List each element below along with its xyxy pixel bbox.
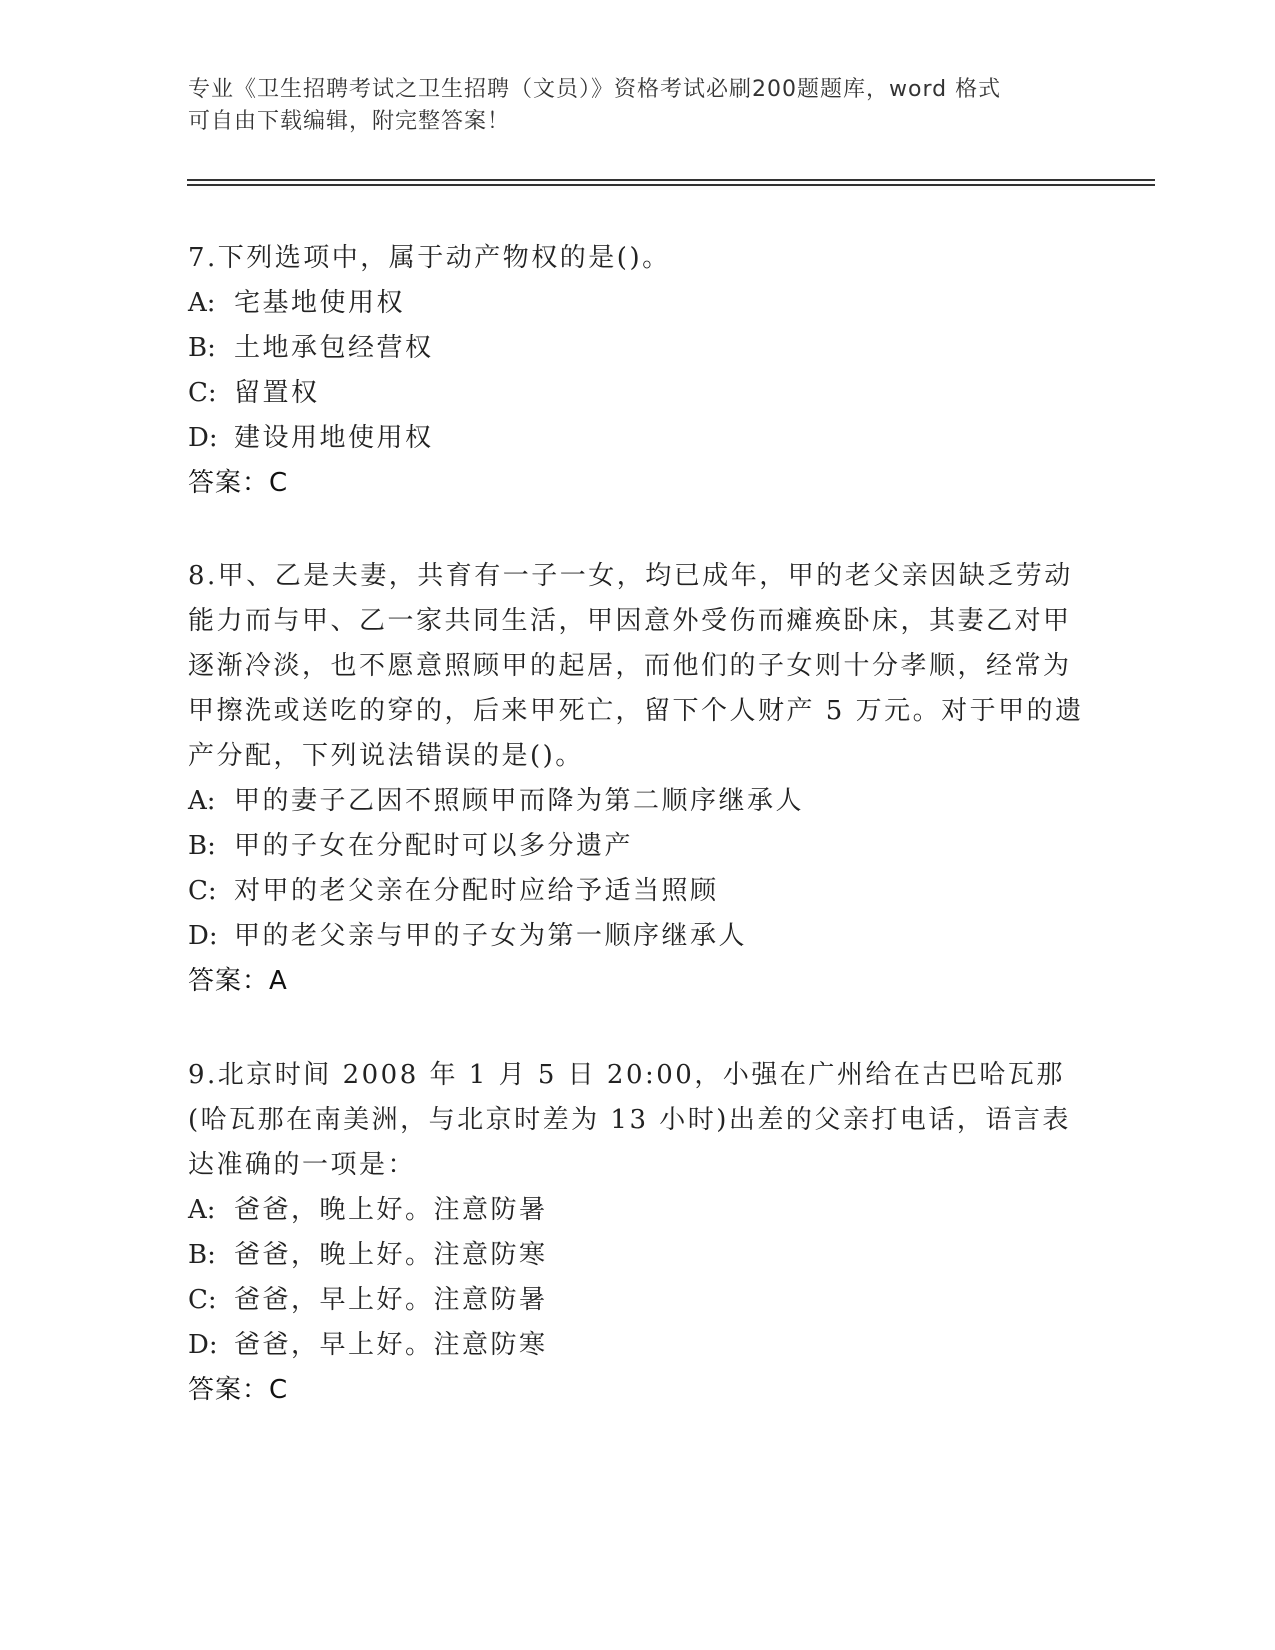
option-key: A: — [188, 786, 216, 816]
option-key: B: — [188, 831, 216, 861]
option-d — [188, 914, 1088, 959]
option-key: D: — [188, 921, 218, 951]
option-b — [188, 326, 1088, 371]
option-b — [188, 824, 1088, 869]
option-text: 爸爸，早上好。注意防暑 — [234, 1285, 548, 1315]
question-8 — [188, 554, 1088, 1004]
option-text: 爸爸，晚上好。注意防暑 — [234, 1195, 548, 1225]
option-text: 甲的妻子乙因不照顾甲而降为第二顺序继承人 — [234, 786, 805, 816]
option-text: 爸爸，晚上好。注意防寒 — [234, 1240, 548, 1270]
option-key: C: — [188, 1285, 217, 1315]
option-key: C: — [188, 378, 217, 408]
option-b — [188, 1233, 1088, 1278]
answer-line: 答案：C — [188, 468, 289, 498]
option-a — [188, 281, 1088, 326]
question-stem: 7.下列选项中，属于动产物权的是()。 — [188, 243, 671, 273]
option-text: 甲的老父亲与甲的子女为第一顺序继承人 — [234, 921, 748, 951]
question-stem: 8.甲、乙是夫妻，共育有一子一女，均已成年，甲的老父亲因缺乏劳动能力而与甲、乙一家共同生活，甲因意外受伤而瘫痪卧床，其妻乙对甲逐渐冷淡，也不愿意照顾甲的起居，而他们的子女则十分孝顺，经常为甲擦洗或送吃的穿的，后来甲死亡，留下个人财产 5 万元。对于甲的遗产分配，下列说法错误的是()。 — [188, 561, 1084, 771]
option-text: 爸爸，早上好。注意防寒 — [234, 1330, 548, 1360]
option-text: 土地承包经营权 — [234, 333, 434, 363]
option-c — [188, 1278, 1088, 1323]
option-a — [188, 779, 1088, 824]
option-c — [188, 869, 1088, 914]
question-7 — [188, 236, 1088, 506]
question-stem: 9.北京时间 2008 年 1 月 5 日 20:00，小强在广州给在古巴哈瓦那(哈瓦那在南美洲，与北京时差为 13 小时)出差的父亲打电话，语言表达准确的一项是： — [188, 1060, 1071, 1180]
option-key: A: — [188, 1195, 216, 1225]
answer-line: 答案：A — [188, 966, 288, 996]
option-key: D: — [188, 1330, 218, 1360]
option-key: B: — [188, 1240, 216, 1270]
option-list — [188, 779, 1088, 959]
option-text: 宅基地使用权 — [234, 288, 406, 318]
option-d — [188, 1323, 1088, 1368]
option-text: 对甲的老父亲在分配时应给予适当照顾 — [234, 876, 719, 906]
header-divider-bottom — [187, 184, 1155, 186]
option-key: B: — [188, 333, 216, 363]
option-list — [188, 281, 1088, 461]
document-header — [188, 74, 1068, 138]
option-a — [188, 1188, 1088, 1233]
header-line-2: 可自由下载编辑，附完整答案！ — [188, 109, 511, 134]
option-text: 留置权 — [234, 378, 320, 408]
option-d — [188, 416, 1088, 461]
header-divider-top — [187, 179, 1155, 181]
option-text: 甲的子女在分配时可以多分遗产 — [234, 831, 634, 861]
option-key: D: — [188, 423, 218, 453]
answer-line: 答案：C — [188, 1375, 289, 1405]
option-list — [188, 1188, 1088, 1368]
option-key: C: — [188, 876, 217, 906]
question-9 — [188, 1053, 1088, 1413]
option-c — [188, 371, 1088, 416]
header-line-1: 专业《卫生招聘考试之卫生招聘（文员）》资格考试必刷200题题库，word 格式 — [188, 77, 1002, 102]
option-key: A: — [188, 288, 216, 318]
option-text: 建设用地使用权 — [234, 423, 434, 453]
